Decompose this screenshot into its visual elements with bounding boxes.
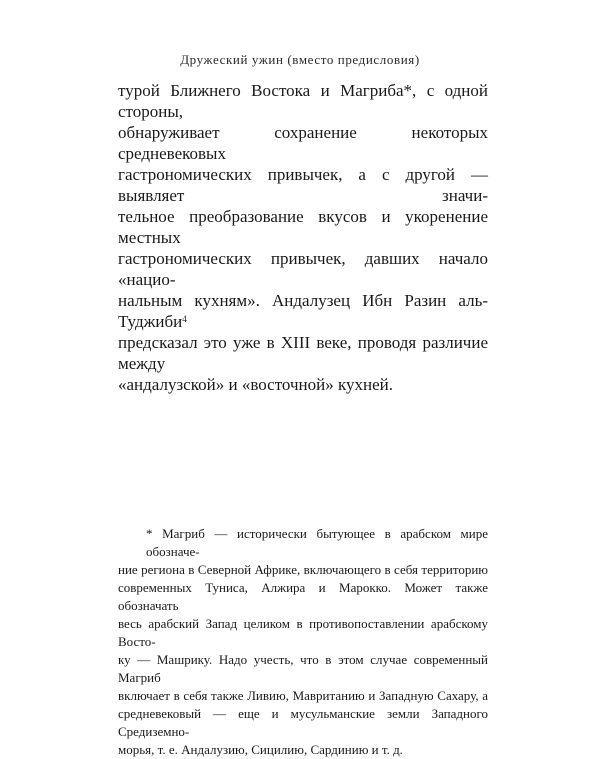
footnote-line: ку — Машрику. Надо учесть, что в этом случае современный Магриб	[118, 652, 488, 685]
text-line: обнаруживает сохранение некоторых средневековых	[118, 123, 488, 163]
footnote-line: ние региона в Северной Африке, включающего в себя территорию	[118, 562, 488, 577]
footnote-line: средневековый — еще и мусульманские земли Западного Средиземно-	[118, 706, 488, 739]
main-text	[118, 80, 488, 395]
endnote-marker: 4	[182, 314, 187, 324]
text-line: «андалузской» и «восточной» кухней.	[118, 375, 393, 394]
text-line: предсказал это уже в XIII веке, проводя различие между	[118, 333, 488, 373]
text-line-with-note	[118, 290, 488, 332]
text-line: тельное преобразование вкусов и укоренение местных	[118, 207, 488, 247]
footnote-line: морья, т. е. Андалузию, Сицилию, Сардинию и т. д.	[118, 742, 403, 757]
footnote-line: современных Туниса, Алжира и Марокко. Может также обозначать	[118, 580, 488, 613]
footnote-line: весь арабский Запад целиком в противопоставлении арабскому Восто-	[118, 616, 488, 649]
text-line: нальным кухням». Андалузец Ибн Разин аль-Туджиби	[118, 291, 488, 331]
running-header: Дружеский ужин (вместо предисловия)	[180, 52, 420, 67]
text-line: гастрономических привычек, давших начало «нацио-	[118, 249, 488, 289]
footnote-line: * Магриб — исторически бытующее в арабском мире обозначе-	[146, 526, 488, 559]
text-line: гастрономических привычек, а с другой — выявляет значи-	[118, 165, 488, 205]
text-line: турой Ближнего Востока и Магриба*, с одной стороны,	[118, 81, 488, 121]
footnote	[118, 525, 488, 759]
footnote-line: включает в себя также Ливию, Мавританию и Западную Сахару, а	[118, 688, 488, 703]
